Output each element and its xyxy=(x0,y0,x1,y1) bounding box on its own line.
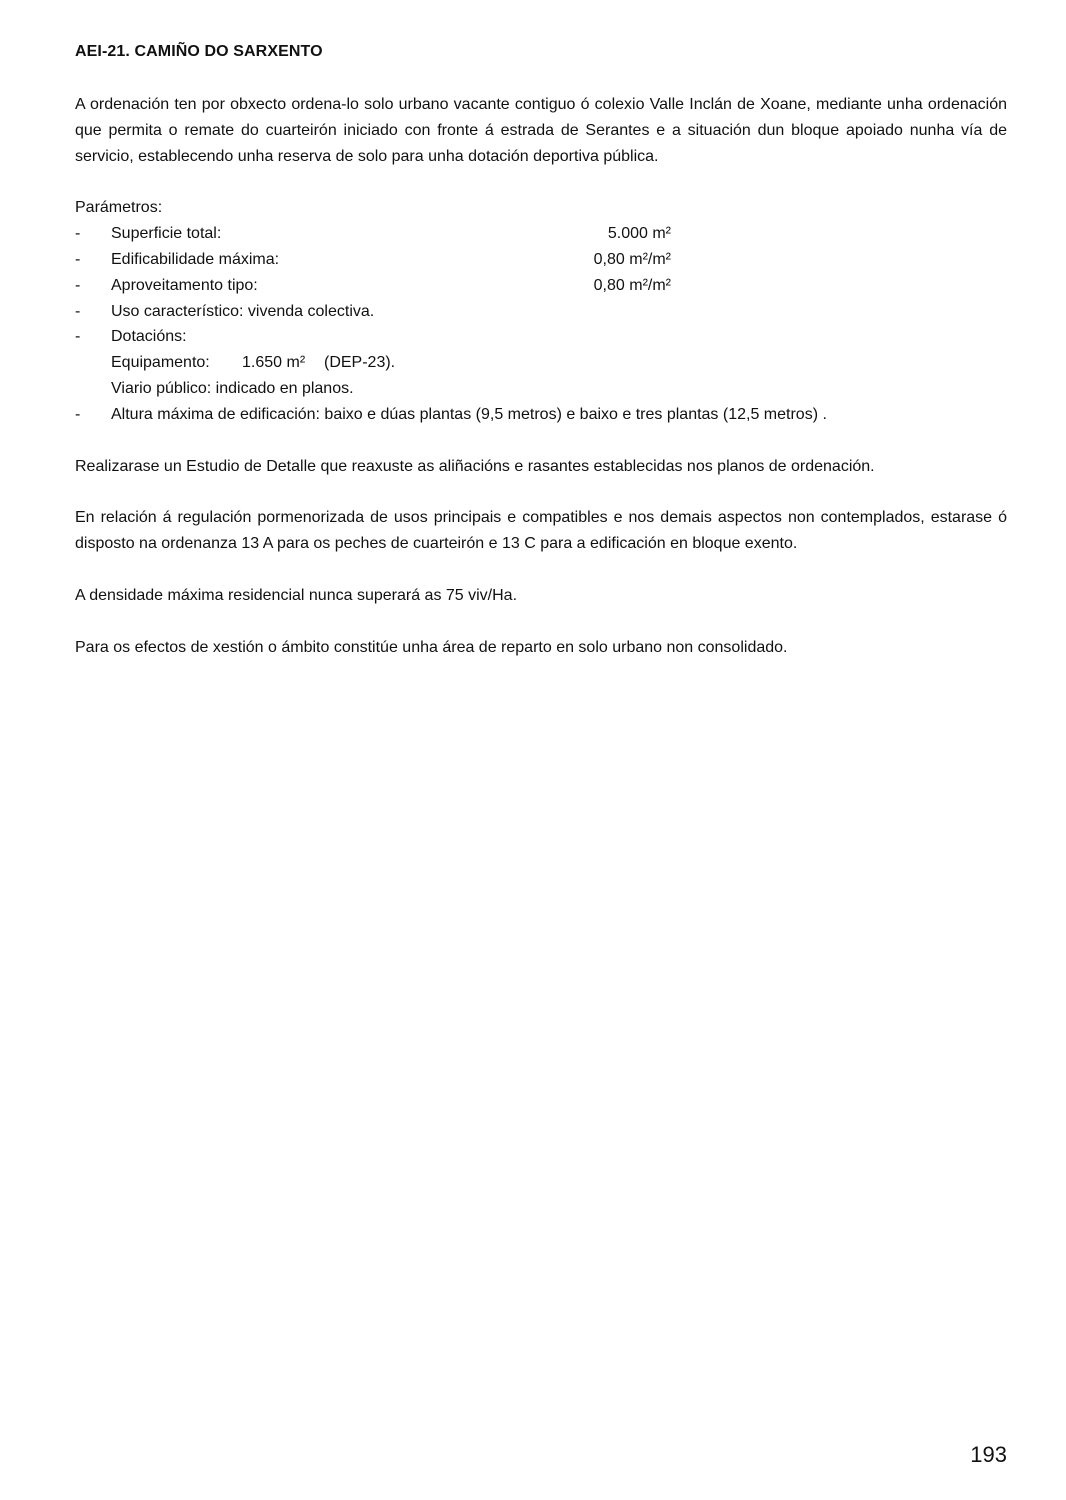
equipment-value: 1.650 m² xyxy=(242,354,306,372)
list-dash: - xyxy=(75,328,81,346)
equipment-row xyxy=(75,350,1007,376)
list-dash: - xyxy=(75,276,81,294)
param-value: 5.000 m² xyxy=(607,225,671,243)
regulation-paragraph: En relación á regulación pormenorizada de usos principais e compatibles e nos demais aspectos non contemplados, estarase ó disposto na ordenanza 13 A para os peches de cuarteirón e 13 C para a edificación en bloque exento. xyxy=(75,509,1007,553)
spacer xyxy=(75,428,1007,454)
public-roads-text: Viario público: indicado en planos. xyxy=(111,379,354,397)
param-label: Superficie total: xyxy=(111,225,222,243)
document-page xyxy=(75,40,1007,687)
param-typical-use xyxy=(75,273,1007,299)
param-label: Aproveitamento tipo: xyxy=(111,276,258,294)
density-paragraph: A densidade máxima residencial nunca superará as 75 viv/Ha. xyxy=(75,586,518,604)
equipment-code: (DEP-23). xyxy=(324,354,396,372)
param-value: 0,80 m²/m² xyxy=(593,276,671,294)
section-title: AEI-21. CAMIÑO DO SARXENTO xyxy=(75,43,323,60)
param-label: Altura máxima de edificación: baixo e dúas plantas (9,5 metros) e baixo e tres plantas (12,5 metros) . xyxy=(111,405,827,423)
management-paragraph: Para os efectos de xestión o ámbito constitúe unha área de reparto en solo urbano non consolidado. xyxy=(75,638,788,656)
param-label: Edificabilidade máxima: xyxy=(111,250,280,268)
list-dash: - xyxy=(75,225,81,243)
param-total-area xyxy=(75,221,1007,247)
list-dash: - xyxy=(75,405,81,423)
param-max-buildability xyxy=(75,247,1007,273)
parameters-block xyxy=(75,195,1007,427)
list-dash: - xyxy=(75,302,81,320)
detail-study-paragraph: Realizarase un Estudio de Detalle que reaxuste as aliñacións e rasantes establecidas nos planos de ordenación. xyxy=(75,457,875,475)
public-roads-row xyxy=(75,376,1007,402)
intro-paragraph: A ordenación ten por obxecto ordena-lo solo urbano vacante contiguo ó colexio Valle Inclán de Xoane, mediante unha ordenación que permita o remate do cuarteirón iniciado con fronte á estrada de Serantes e a situación dun bloque apoiado nunha vía de servicio, establecendo unha reserva de solo para unha dotación deportiva pública. xyxy=(75,96,1007,165)
param-endowments xyxy=(75,324,1007,350)
list-dash: - xyxy=(75,250,81,268)
param-label: Uso característico: vivenda colectiva. xyxy=(111,302,375,320)
page-number: 193 xyxy=(970,1442,1007,1467)
parameters-heading: Parámetros: xyxy=(75,199,163,217)
param-value: 0,80 m²/m² xyxy=(593,250,671,268)
param-label: Dotacións: xyxy=(111,328,187,346)
param-max-height xyxy=(75,402,1007,428)
param-characteristic-use xyxy=(75,299,1007,325)
equipment-label: Equipamento: xyxy=(111,354,210,372)
